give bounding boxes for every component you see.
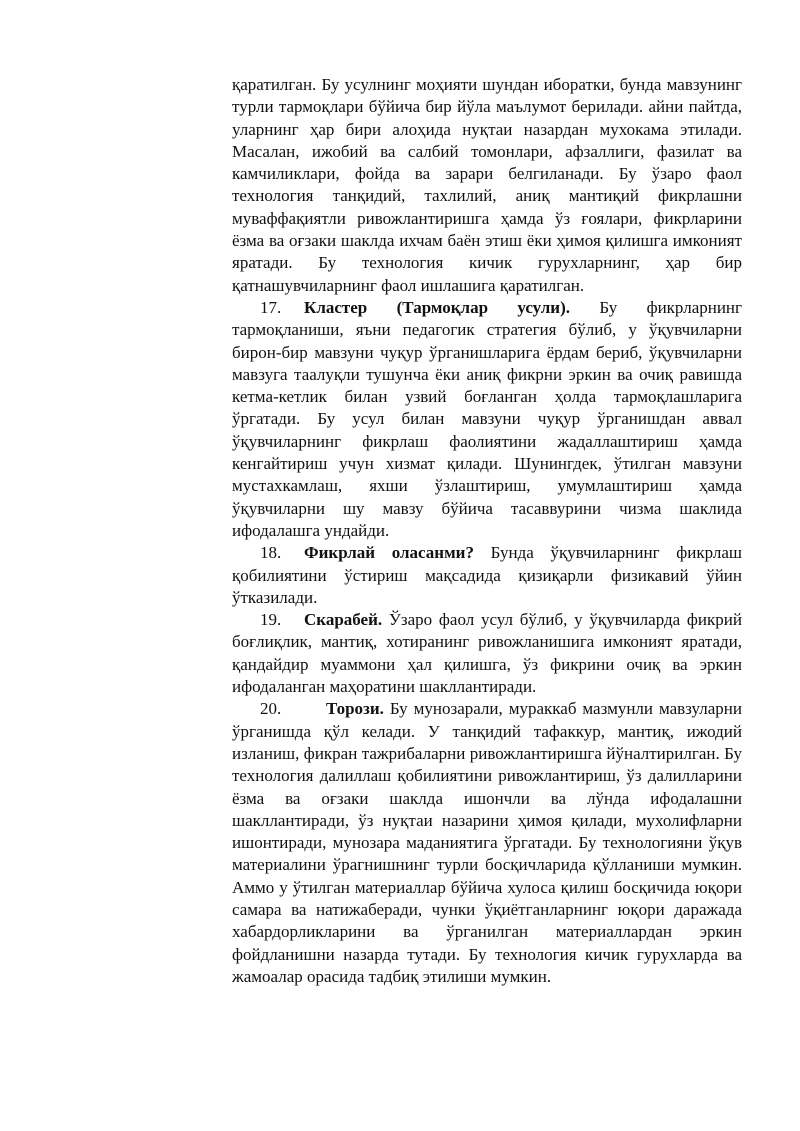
paragraph-text: Ўзаро фаол усул бўлиб, у ўқувчиларда фикрий боғлиқлик, мантиқ, хотиранинг ривожланишига имконият яратади, қандайдир муаммони ҳал қилишга, ўз фикрини очиқ ва эркин ифодаланган маҳоратини шакллантиради. xyxy=(232,610,742,697)
paragraph-text: қаратилган. Бу усулнинг моҳияти шундан иборатки, бунда мавзунинг турли тармоқлари бўйича бир йўла маълумот берилади. айни пайтда, уларнинг ҳар бири алоҳида нуқтаи назардан мухокама этилади. Масалан, ижобий ва салбий томонлари, афзаллиги, фазилат ва камчиликлари, фойда ва зарари белгиланади. Бу ўзаро фаол технология танқидий, тахлилий, аниқ мантиқий фикрлашни муваффақиятли ривожлантиришга ҳамда ўз ғоялари, фикрларини ёзма ва оғзаки шаклда ихчам баён этиш ёки ҳимоя қилишга имконият яратади. Бу технология кичик гурухларнинг, ҳар бир қатнашувчиларнинг фаол ишлашига қаратилган. xyxy=(232,75,742,295)
paragraph-title: Кластер (Тармоқлар усули). xyxy=(304,297,571,317)
paragraph-number: 17. xyxy=(260,297,282,317)
paragraph-19 xyxy=(232,609,742,698)
document-page xyxy=(232,74,742,988)
paragraph-18 xyxy=(232,542,742,609)
paragraph-title: Скарабей. xyxy=(304,610,383,630)
paragraph-text: Бу мунозарали, мураккаб мазмунли мавзуларни ўрганишда қўл келади. У танқидий тафаккур, мантиқ, ижодий изланиш, фикран тажрибаларни ривожлантиришга йўналтирилган. Бу технология далиллаш қобилиятини ривожлантириш, ўз далилларини ёзма ва оғзаки шаклда ишончли ва лўнда ифодалашни шакллантиради, ўз нуқтаи назарини ҳимоя қилади, мухолифларни ишонтиради, мунозара маданиятига ўргатади. Бу технологияни ўқув материалини ўрагнишнинг турли босқичларида қўлланиши мумкин. Аммо у ўтилган материаллар бўйича хулоса қилиш босқичида юқори самара ва натижаберади, чунки ўқиётганларнинг юқори даражада хабардорликларини ва ўрганилган материаллардан эркин фойдланишни назарда тутади. Бу технология кичик гурухларда ва жамоалар орасида тадбиқ этилиши мумкин. xyxy=(232,699,742,986)
paragraph-17 xyxy=(232,297,742,542)
paragraph-20 xyxy=(232,698,742,988)
paragraph-number: 18. xyxy=(260,543,282,563)
paragraph-number: 19. xyxy=(260,610,282,630)
paragraph-text: Бунда ўқувчиларнинг фикрлаш қобилиятини ўстириш мақсадида қизиқарли физикавий ўйин ўтказилади. xyxy=(232,543,743,607)
paragraph-number: 20. xyxy=(260,699,282,719)
paragraph-16-continuation xyxy=(232,74,742,297)
paragraph-title: Торози. xyxy=(326,699,384,719)
paragraph-text: Бу фикрларнинг тармоқланиши, яъни педагогик стратегия бўлиб, у ўқувчиларни бирон-бир мавзуни чуқур ўрганишларига ёрдам бериб, ўқувчиларни мавзуга таалуқли тушунча ёки аниқ фикрни эркин ва очиқ равишда кетма-кетлик билан узвий боғланган ҳолда тармоқлашларига ўргатади. Бу усул билан мавзуни чуқур ўрганишдан аввал ўқувчиларнинг фикрлаш фаолиятини жадаллаштириш ҳамда кенгайтириш учун хизмат қилади. Шунингдек, ўтилган мавзуни мустахкамлаш, яхши ўзлаштириш, умумлаштириш ҳамда ўқувчиларни шу мавзу бўйича тасаввурини чизма шаклида ифодалашга ундайди. xyxy=(232,297,743,540)
paragraph-title: Фикрлай оласанми? xyxy=(304,543,474,563)
